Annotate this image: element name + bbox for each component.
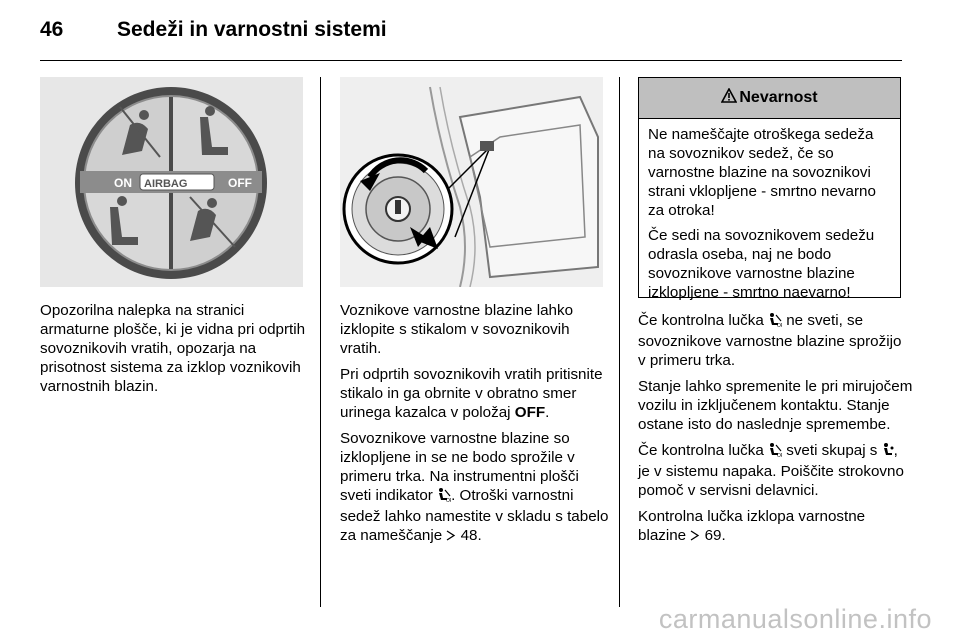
label-description: Opozorilna nalepka na stranici armaturne plošče, ki je vidna pri odprtih sovoznikovih vratih, opozarja na prisotnost sistema za izklop voznikovih varnostnih blazin.: [40, 302, 306, 395]
off-position-label: OFF: [514, 404, 546, 421]
watermark: carmanualsonline.info: [658, 604, 932, 634]
warning-paragraph: Če sedi na sovoznikovem sedežu odrasla oseba, naj ne bodo sovoznikove varnostne blazine izklopljene - smrtno naevarno!: [648, 227, 875, 301]
page-reference[interactable]: 48.: [460, 527, 482, 544]
warning-header: [639, 78, 900, 119]
text-span: .: [545, 404, 550, 421]
svg-text:OFF: O: [777, 323, 781, 327]
airbag-off-label: OFF: [228, 176, 252, 190]
airbag-on-label: ON: [114, 176, 132, 190]
warning-paragraph: Ne nameščajte otroškega sedeža na sovoznikov sedež, če so varnostne blazine na sovoznikovi strani vklopljene - smrtno nevarno za otroka!: [648, 126, 876, 219]
warning-title: Nevarnost: [739, 89, 818, 106]
paragraph: Voznikove varnostne blazine lahko izklopite s stikalom v sovoznikovih vratih.: [340, 302, 574, 357]
warning-body: [639, 119, 900, 302]
column-2: [340, 301, 610, 554]
paragraph: Stanje lahko spremenite le pri mirujočem vozilu in izključenem kontaktu. Stanje ostane isto do naslednje spremembe.: [638, 378, 913, 433]
page-reference[interactable]: 69.: [704, 527, 726, 544]
airbag-indicator-icon: [882, 442, 894, 462]
header-rule: [40, 60, 902, 61]
column-divider: [619, 77, 620, 607]
page-number: 46: [40, 18, 64, 41]
paragraph: [638, 311, 913, 370]
column-divider: [320, 77, 321, 607]
svg-text:OFF: O: [777, 453, 781, 457]
text-span: . Otroški varnostni sedež lahko namestite v skladu s tabelo za nameščanje: [340, 487, 609, 544]
airbag-label-figure: [40, 77, 303, 287]
text-span: Pri odprtih sovoznikovih vratih pritisnite stikalo in ga obrnite v obratno smer urinega kazalca v položaj: [340, 366, 603, 421]
page-reference-arrow-icon: [690, 528, 700, 547]
warning-box: [638, 77, 901, 301]
text-span: Kontrolna lučka izklopa varnostne blazine: [638, 508, 866, 544]
svg-text:OFF: O: [446, 498, 450, 502]
column-1: [40, 301, 310, 403]
page-reference-arrow-icon: [446, 528, 456, 547]
paragraph: [638, 441, 913, 500]
text-span: ne sveti, se sovoznikove varnostne blazine sprožijo v primeru trka.: [638, 312, 902, 369]
page-title: Sedeži in varnostni sistemi: [117, 18, 387, 41]
warning-triangle-icon: [721, 88, 737, 108]
text-span: Sovoznikove varnostne blazine so izklopljene in se ne bodo sprožile v primeru trka. Na instrumentni plošči sveti indikator: [340, 430, 579, 504]
text-span: Če kontrolna lučka: [638, 312, 769, 329]
airbag-off-indicator-icon: [768, 442, 782, 462]
airbag-label: AIRBAG: [144, 178, 188, 190]
column-3: [638, 311, 913, 554]
paragraph: [340, 365, 610, 422]
paragraph: [638, 507, 913, 547]
airbag-off-indicator-icon: [768, 312, 782, 332]
door-switch-figure: [340, 77, 603, 287]
paragraph: [340, 429, 610, 547]
text-span: , je v sistemu napaka. Poiščite strokovno pomoč v servisni delavnici.: [638, 442, 904, 499]
text-span: Če kontrolna lučka: [638, 442, 769, 459]
text-span: sveti skupaj s: [782, 442, 882, 459]
airbag-off-indicator-icon: [437, 487, 451, 507]
page-header: [40, 18, 920, 58]
